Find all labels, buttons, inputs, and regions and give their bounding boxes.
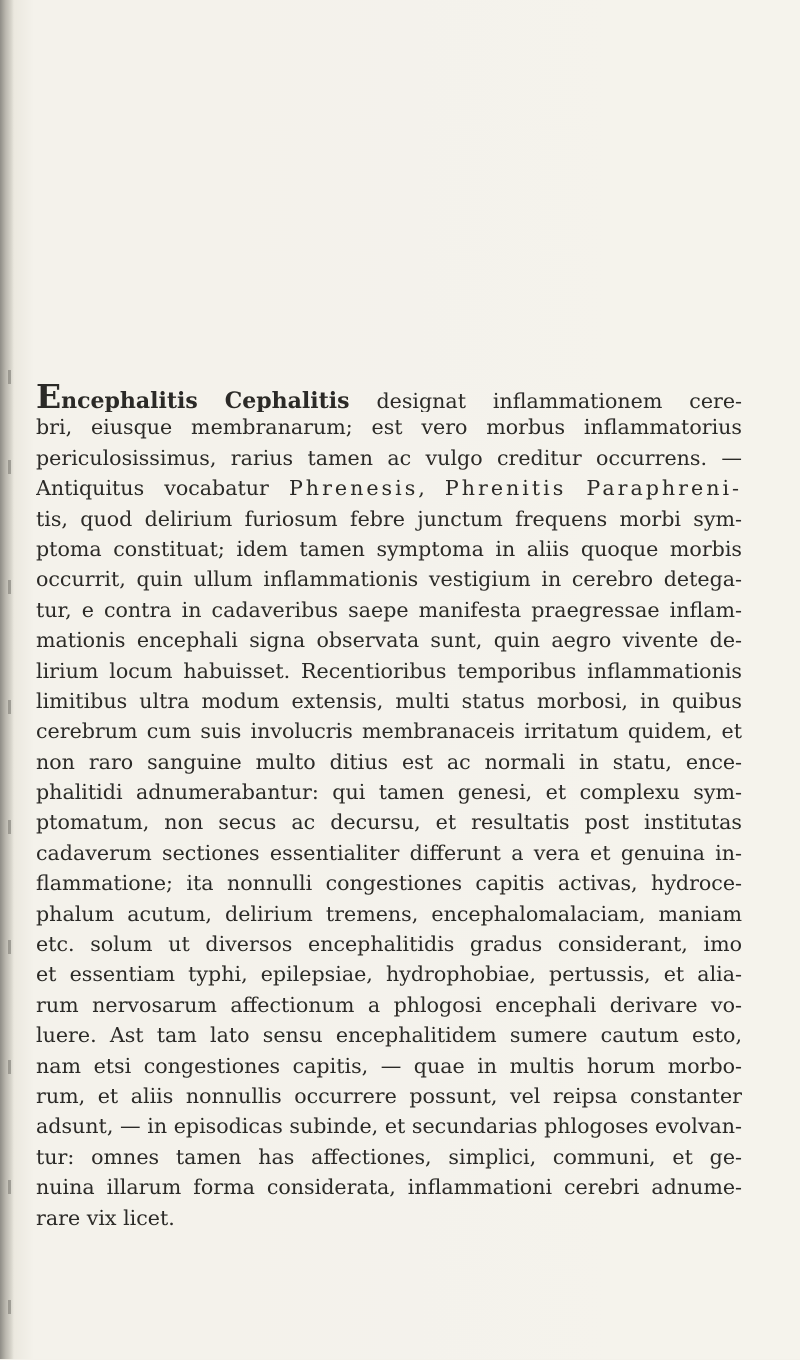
dropcap: E — [36, 382, 62, 413]
text-line-17: flammatione; ita nonnulli congestiones capitis activas, hydroce- — [36, 871, 742, 896]
lead-term: ncephalitis — [61, 388, 198, 413]
term-paraphrenitis: Paraphreni- — [586, 476, 742, 501]
gutter-marks — [8, 370, 30, 1360]
text-line-26: tur: omnes tamen has affectiones, simplici, communi, et ge- — [36, 1144, 742, 1169]
text-line-5: tis, quod delirium furiosum febre junctum frequens morbi sym- — [36, 506, 742, 531]
term-phrenesis: Phrenesis — [288, 476, 419, 501]
text-line-28: rare vix licet. — [36, 1205, 175, 1230]
text-line-16: cadaverum sectiones essentialiter differunt a vera et genuina in- — [36, 840, 742, 865]
body-paragraph — [36, 382, 742, 1233]
text-line-7: occurrit, quin ullum inflammationis vestigium in cerebro detega- — [36, 567, 742, 592]
text-line-12: cerebrum cum suis involucris membranaceis irritatum quidem, et — [36, 719, 742, 744]
text-line-23: nam etsi congestiones capitis, — quae in multis horum morbo- — [36, 1053, 742, 1078]
text-line-25: adsunt, — in episodicas subinde, et secundarias phlogoses evolvan- — [36, 1114, 742, 1139]
text-line-18: phalum acutum, delirium tremens, encephalomalaciam, maniam — [36, 901, 742, 926]
text-line-20: et essentiam typhi, epilepsiae, hydrophobiae, pertussis, et alia- — [36, 962, 742, 987]
text-line-13: non raro sanguine multo ditius est ac normali in statu, ence- — [36, 749, 742, 774]
text-line-22: luere. Ast tam lato sensu encephalitidem sumere cautum esto, — [36, 1023, 742, 1048]
text-line-2: bri, eiusque membranarum; est vero morbus inflammatorius — [36, 415, 742, 440]
key-term: Cephalitis — [224, 388, 350, 413]
text-line-11: limitibus ultra modum extensis, multi status morbosi, in quibus — [36, 688, 742, 713]
text-line-19: etc. solum ut diversos encephalitidis gradus considerant, imo — [36, 932, 742, 957]
term-phrenitis: Phrenitis — [444, 476, 567, 501]
text-line-14: phalitidi adnumerabantur: qui tamen genesi, et complexu sym- — [36, 780, 742, 805]
text-line-6: ptoma constituat; idem tamen symptoma in aliis quoque morbis — [36, 536, 742, 561]
text-line-4: Antiquitus vocabatur Phrenesis, Phrenitis Paraphreni- — [36, 476, 742, 501]
text-line-3: periculosissimus, rarius tamen ac vulgo creditur occurrens. — — [36, 445, 742, 470]
text-line-15: ptomatum, non secus ac decursu, et resultatis post institutas — [36, 810, 742, 835]
text-line-1: Encephalitis Cephalitis designat inflammationem cere- — [36, 382, 742, 412]
text-line-9: mationis encephali signa observata sunt, quin aegro vivente de- — [36, 628, 742, 653]
text-line-27: nuina illarum forma considerata, inflammationi cerebri adnume- — [36, 1175, 742, 1200]
text-line-21: rum nervosarum affectionum a phlogosi encephali derivare vo- — [36, 992, 742, 1017]
text-line-8: tur, e contra in cadaveribus saepe manifesta praegressae inflam- — [36, 597, 742, 622]
text-line-10: lirium locum habuisset. Recentioribus temporibus inflammationis — [36, 658, 742, 683]
text-line-24: rum, et aliis nonnullis occurrere possunt, vel reipsa constanter — [36, 1083, 742, 1108]
